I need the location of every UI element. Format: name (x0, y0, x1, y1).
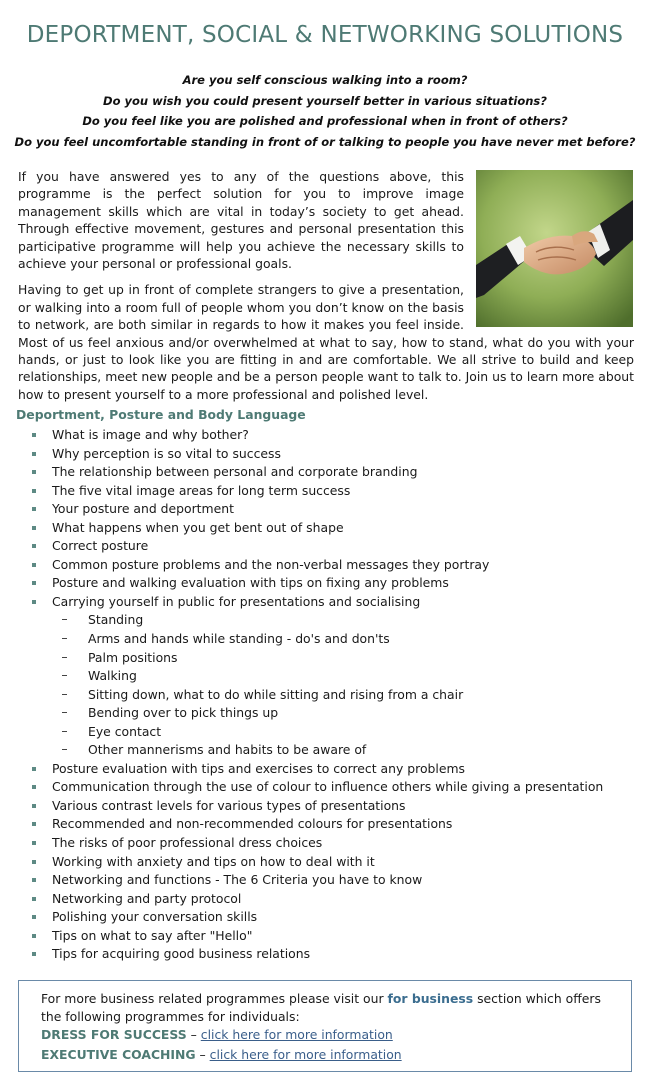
footer-box (18, 980, 632, 1072)
dash-bullet-icon (62, 675, 67, 676)
list-item-text: Other mannerisms and habits to be aware of (88, 742, 367, 758)
topic-list (0, 426, 650, 964)
list-item (0, 537, 650, 556)
list-item (0, 908, 650, 927)
list-item-text: Standing (88, 612, 144, 628)
square-bullet-icon (32, 934, 36, 938)
square-bullet-icon (32, 489, 36, 493)
sub-list-item (0, 704, 650, 723)
square-bullet-icon (32, 470, 36, 474)
sub-list-item (0, 667, 650, 686)
square-bullet-icon (32, 544, 36, 548)
more-info-link[interactable]: click here for more information (200, 1027, 393, 1042)
list-item-text: Your posture and deportment (52, 501, 234, 517)
dash-bullet-icon (62, 712, 67, 713)
sub-list-item (0, 611, 650, 630)
list-item (0, 593, 650, 612)
list-item-text: Posture evaluation with tips and exercises to correct any problems (52, 760, 465, 776)
square-bullet-icon (32, 563, 36, 567)
list-item (0, 853, 650, 872)
square-bullet-icon (32, 822, 36, 826)
dash-bullet-icon (62, 749, 67, 750)
footer-text-after: section which offers the following programmes for individuals: (41, 991, 601, 1024)
question-item: Do you wish you could present yourself better in various situations? (103, 93, 547, 108)
programme-executive-coaching (41, 1047, 402, 1062)
footer-text-before: For more business related programmes please visit our (41, 991, 388, 1006)
list-item (0, 871, 650, 890)
square-bullet-icon (32, 581, 36, 585)
dash-bullet-icon (62, 619, 67, 620)
square-bullet-icon (32, 600, 36, 604)
list-item-text: Working with anxiety and tips on how to deal with it (52, 853, 375, 869)
page-title: DEPORTMENT, SOCIAL & NETWORKING SOLUTIONS (26, 22, 624, 48)
list-item-text: The five vital image areas for long term success (52, 482, 351, 498)
list-item (0, 556, 650, 575)
square-bullet-icon (32, 878, 36, 882)
intro-text (18, 168, 634, 412)
for-business-link[interactable]: for business (387, 991, 474, 1006)
sub-list-item (0, 741, 650, 760)
programme-name: DRESS FOR SUCCESS (41, 1027, 187, 1042)
list-item (0, 574, 650, 593)
sub-list-item (0, 630, 650, 649)
square-bullet-icon (32, 841, 36, 845)
list-item (0, 426, 650, 445)
dash-bullet-icon (62, 694, 67, 695)
list-item (0, 760, 650, 779)
programme-name: EXECUTIVE COACHING (41, 1047, 196, 1062)
programme-dress-for-success (41, 1027, 393, 1042)
square-bullet-icon (32, 507, 36, 511)
list-item (0, 463, 650, 482)
list-item-text: Bending over to pick things up (88, 705, 279, 721)
list-item (0, 797, 650, 816)
list-item-text: Correct posture (52, 538, 149, 554)
question-item: Are you self conscious walking into a room? (182, 73, 468, 87)
square-bullet-icon (32, 860, 36, 864)
list-item (0, 519, 650, 538)
list-item (0, 890, 650, 909)
photo-spacer (464, 168, 634, 320)
square-bullet-icon (32, 952, 36, 956)
list-item-text: What happens when you get bent out of shape (52, 519, 344, 535)
dash-bullet-icon (62, 731, 67, 732)
square-bullet-icon (32, 452, 36, 456)
list-item-text: Networking and functions - The 6 Criteria you have to know (52, 872, 423, 888)
list-item-text: Polishing your conversation skills (52, 909, 258, 925)
programme-separator: – (186, 1027, 201, 1042)
list-item-text: Walking (88, 668, 137, 684)
list-item-text: Common posture problems and the non-verbal messages they portray (52, 556, 490, 572)
list-item-text: Palm positions (88, 649, 178, 665)
list-item (0, 500, 650, 519)
list-item-text: The risks of poor professional dress choices (52, 835, 323, 851)
sub-list-item (0, 723, 650, 742)
square-bullet-icon (32, 433, 36, 437)
intro-paragraph: If you have answered yes to any of the questions above, this programme is the perfect solution for you to improve image management skills which are vital in today’s society to get ahead. Through effective movement, gestures and personal presentation this participative programme will help you achieve the necessary skills to achieve your personal or professional goals. (18, 169, 464, 272)
question-list (0, 70, 650, 153)
square-bullet-icon (32, 915, 36, 919)
list-item-text: Various contrast levels for various types of presentations (52, 797, 406, 813)
list-item-text: Communication through the use of colour to influence others while giving a presentation (52, 779, 604, 795)
list-item-text: Why perception is so vital to success (52, 445, 281, 461)
list-item-text: Sitting down, what to do while sitting and rising from a chair (88, 686, 464, 702)
list-item-text: Tips for acquiring good business relations (52, 946, 311, 962)
list-item-text: What is image and why bother? (52, 427, 249, 442)
list-item (0, 945, 650, 964)
list-item-text: Networking and party protocol (52, 890, 242, 906)
list-item-text: Arms and hands while standing - do's and don'ts (88, 631, 390, 647)
list-item (0, 445, 650, 464)
list-item-text: The relationship between personal and corporate branding (52, 464, 418, 480)
dash-bullet-icon (62, 638, 67, 639)
question-item: Do you feel like you are polished and professional when in front of others? (82, 114, 568, 129)
programme-separator: – (195, 1047, 210, 1062)
list-item (0, 834, 650, 853)
list-item-text: Recommended and non-recommended colours for presentations (52, 816, 453, 832)
dash-bullet-icon (62, 657, 67, 658)
list-item (0, 482, 650, 501)
intro-paragraph: Having to get up in front of complete strangers to give a presentation, or walking into a room full of people whom you don’t know on the basis to network, are both similar in regards to how it makes you feel inside. Most of us feel anxious and/or overwhelmed at what to say, how to stand, what do you with your hands, or just to look like you are fitting in and are comfortable. We all strive to build and keep relationships, meet new people and be a person people want to talk to. Join us to learn more about how to present yourself to a more professional and polished level. (18, 282, 634, 402)
list-item (0, 778, 650, 797)
square-bullet-icon (32, 897, 36, 901)
sub-list-item (0, 649, 650, 668)
list-item-text: Eye contact (88, 723, 162, 739)
list-item-text: Carrying yourself in public for presentations and socialising (52, 593, 421, 609)
list-item (0, 815, 650, 834)
square-bullet-icon (32, 767, 36, 771)
list-item-text: Tips on what to say after "Hello" (52, 927, 253, 943)
list-item-text: Posture and walking evaluation with tips on fixing any problems (52, 575, 449, 591)
list-item (0, 927, 650, 946)
footer-text (41, 990, 613, 1026)
question-item: Do you feel uncomfortable standing in front of or talking to people you have never met before? (14, 135, 636, 150)
more-info-link[interactable]: click here for more information (209, 1047, 402, 1062)
square-bullet-icon (32, 526, 36, 530)
square-bullet-icon (32, 785, 36, 789)
section-heading: Deportment, Posture and Body Language (16, 407, 306, 422)
square-bullet-icon (32, 804, 36, 808)
sub-list-item (0, 686, 650, 705)
